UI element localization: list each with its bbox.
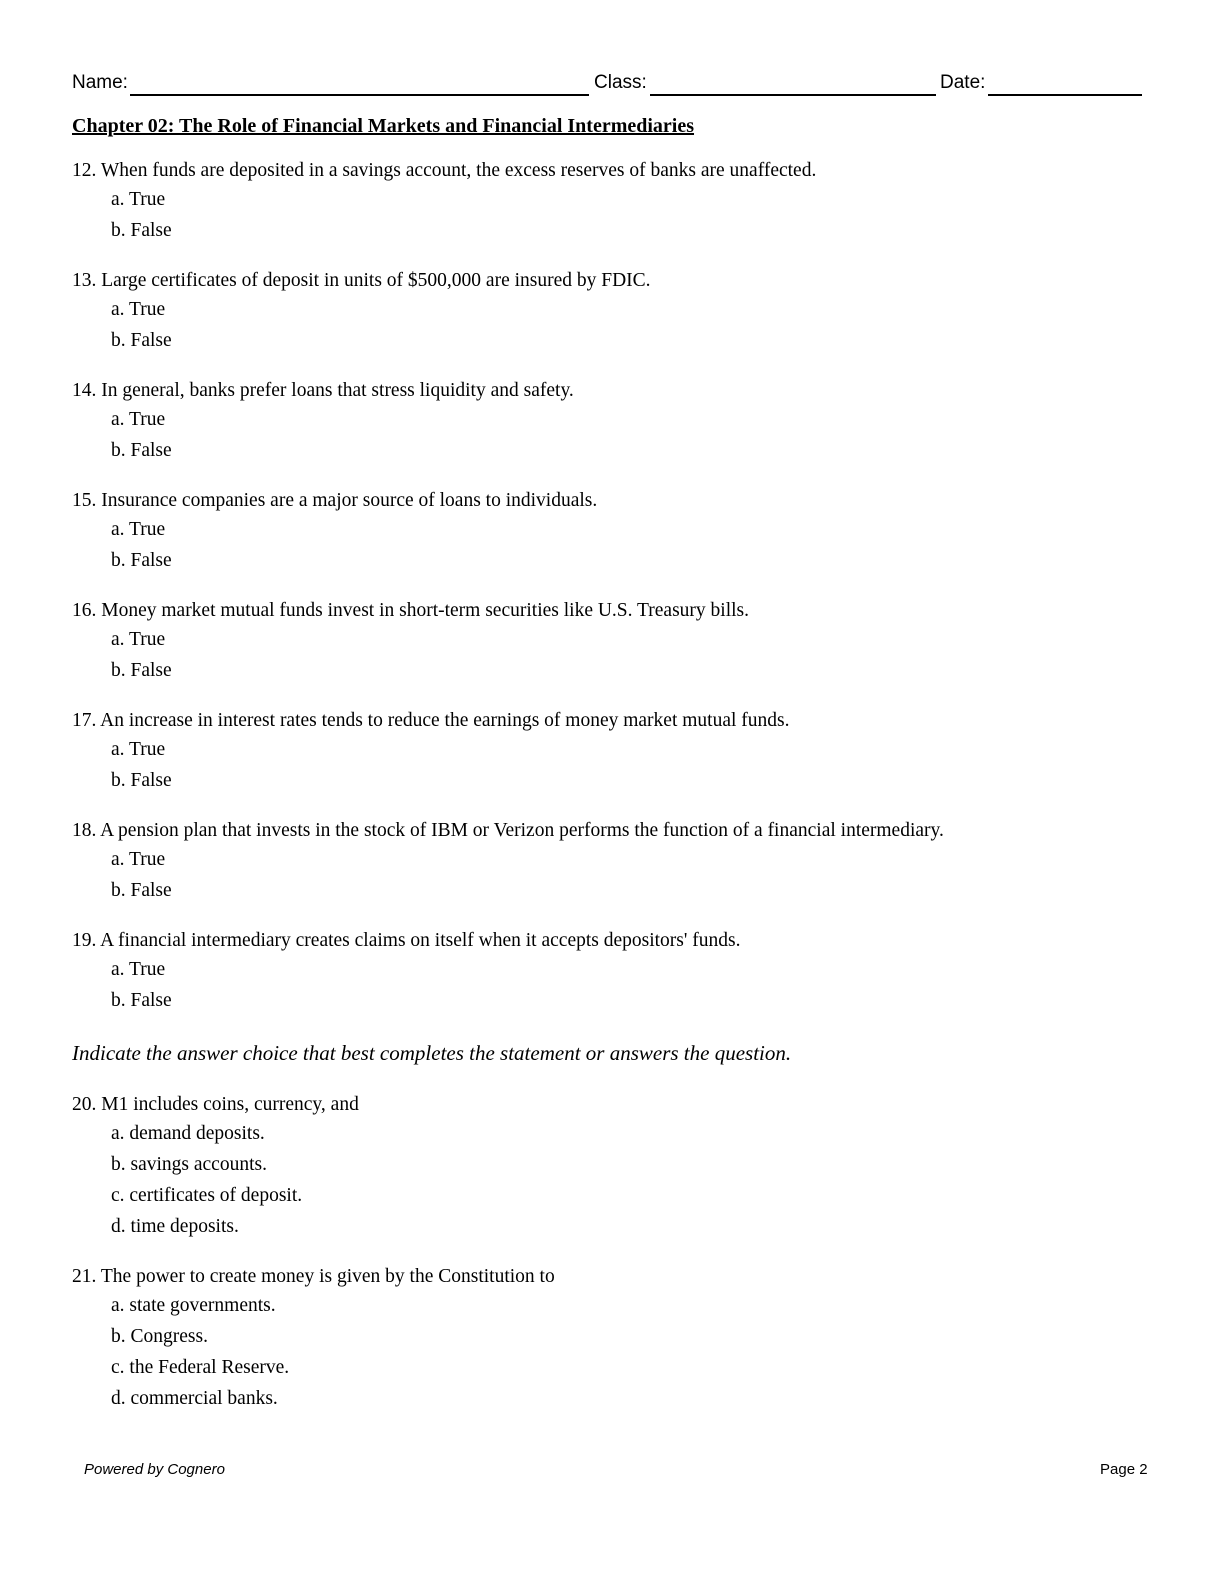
question-stem: 19. A financial intermediary creates claims on itself when it accepts depositors' funds. [72,930,741,951]
choice-a: a. demand deposits. [111,1123,265,1144]
powered-by-footer: Powered by Cognero [84,1461,225,1478]
choice-c: c. the Federal Reserve. [111,1357,290,1378]
question-17 [72,708,1152,796]
answer-choices [72,734,1152,796]
question-14 [72,378,1152,466]
answer-choices [72,404,1152,466]
answer-choices [72,1118,1152,1242]
question-stem: 17. An increase in interest rates tends to reduce the earnings of money market mutual funds. [72,710,790,731]
page-number: Page 2 [1100,1461,1148,1478]
choice-b: b. False [111,330,172,351]
date-field-line [988,94,1142,96]
question-20 [72,1092,1152,1242]
choice-a: a. True [111,849,166,870]
choice-b: b. False [111,880,172,901]
choice-b: b. savings accounts. [111,1154,267,1175]
answer-choices [72,844,1152,906]
choice-a: a. state governments. [111,1295,276,1316]
question-12 [72,158,1152,246]
choice-b: b. False [111,990,172,1011]
choice-a: a. True [111,959,166,980]
answer-choices [72,294,1152,356]
choice-a: a. True [111,299,166,320]
question-stem: 13. Large certificates of deposit in units of $500,000 are insured by FDIC. [72,270,651,291]
answer-choices [72,514,1152,576]
question-stem: 20. M1 includes coins, currency, and [72,1094,359,1115]
answer-choices [72,184,1152,246]
section-instruction: Indicate the answer choice that best completes the statement or answers the question. [72,1041,792,1065]
date-label: Date: [940,72,986,93]
question-stem: 12. When funds are deposited in a savings account, the excess reserves of banks are unaffected. [72,160,817,181]
name-label: Name: [72,72,128,93]
class-field-line [650,94,936,96]
question-list [72,158,1152,1436]
question-18 [72,818,1152,906]
choice-b: b. False [111,770,172,791]
question-21 [72,1264,1152,1414]
choice-a: a. True [111,739,166,760]
answer-choices [72,954,1152,1016]
question-19 [72,928,1152,1016]
answer-choices [72,624,1152,686]
choice-a: a. True [111,409,166,430]
question-stem: 14. In general, banks prefer loans that stress liquidity and safety. [72,380,574,401]
question-stem: 16. Money market mutual funds invest in short-term securities like U.S. Treasury bills. [72,600,750,621]
choice-b: b. False [111,660,172,681]
choice-b: b. Congress. [111,1326,208,1347]
class-label: Class: [594,72,647,93]
question-15 [72,488,1152,576]
choice-b: b. False [111,440,172,461]
answer-choices [72,1290,1152,1414]
choice-b: b. False [111,220,172,241]
question-13 [72,268,1152,356]
question-16 [72,598,1152,686]
choice-a: a. True [111,629,166,650]
question-stem: 18. A pension plan that invests in the stock of IBM or Verizon performs the function of a financial intermediary. [72,820,944,841]
choice-a: a. True [111,189,166,210]
choice-a: a. True [111,519,166,540]
choice-c: c. certificates of deposit. [111,1185,303,1206]
choice-d: d. time deposits. [111,1216,239,1237]
choice-d: d. commercial banks. [111,1388,278,1409]
question-stem: 15. Insurance companies are a major source of loans to individuals. [72,490,598,511]
question-stem: 21. The power to create money is given by the Constitution to [72,1266,555,1287]
student-info-header [72,70,1144,100]
choice-b: b. False [111,550,172,571]
chapter-title: Chapter 02: The Role of Financial Markets and Financial Intermediaries [72,115,695,137]
name-field-line [130,94,589,96]
